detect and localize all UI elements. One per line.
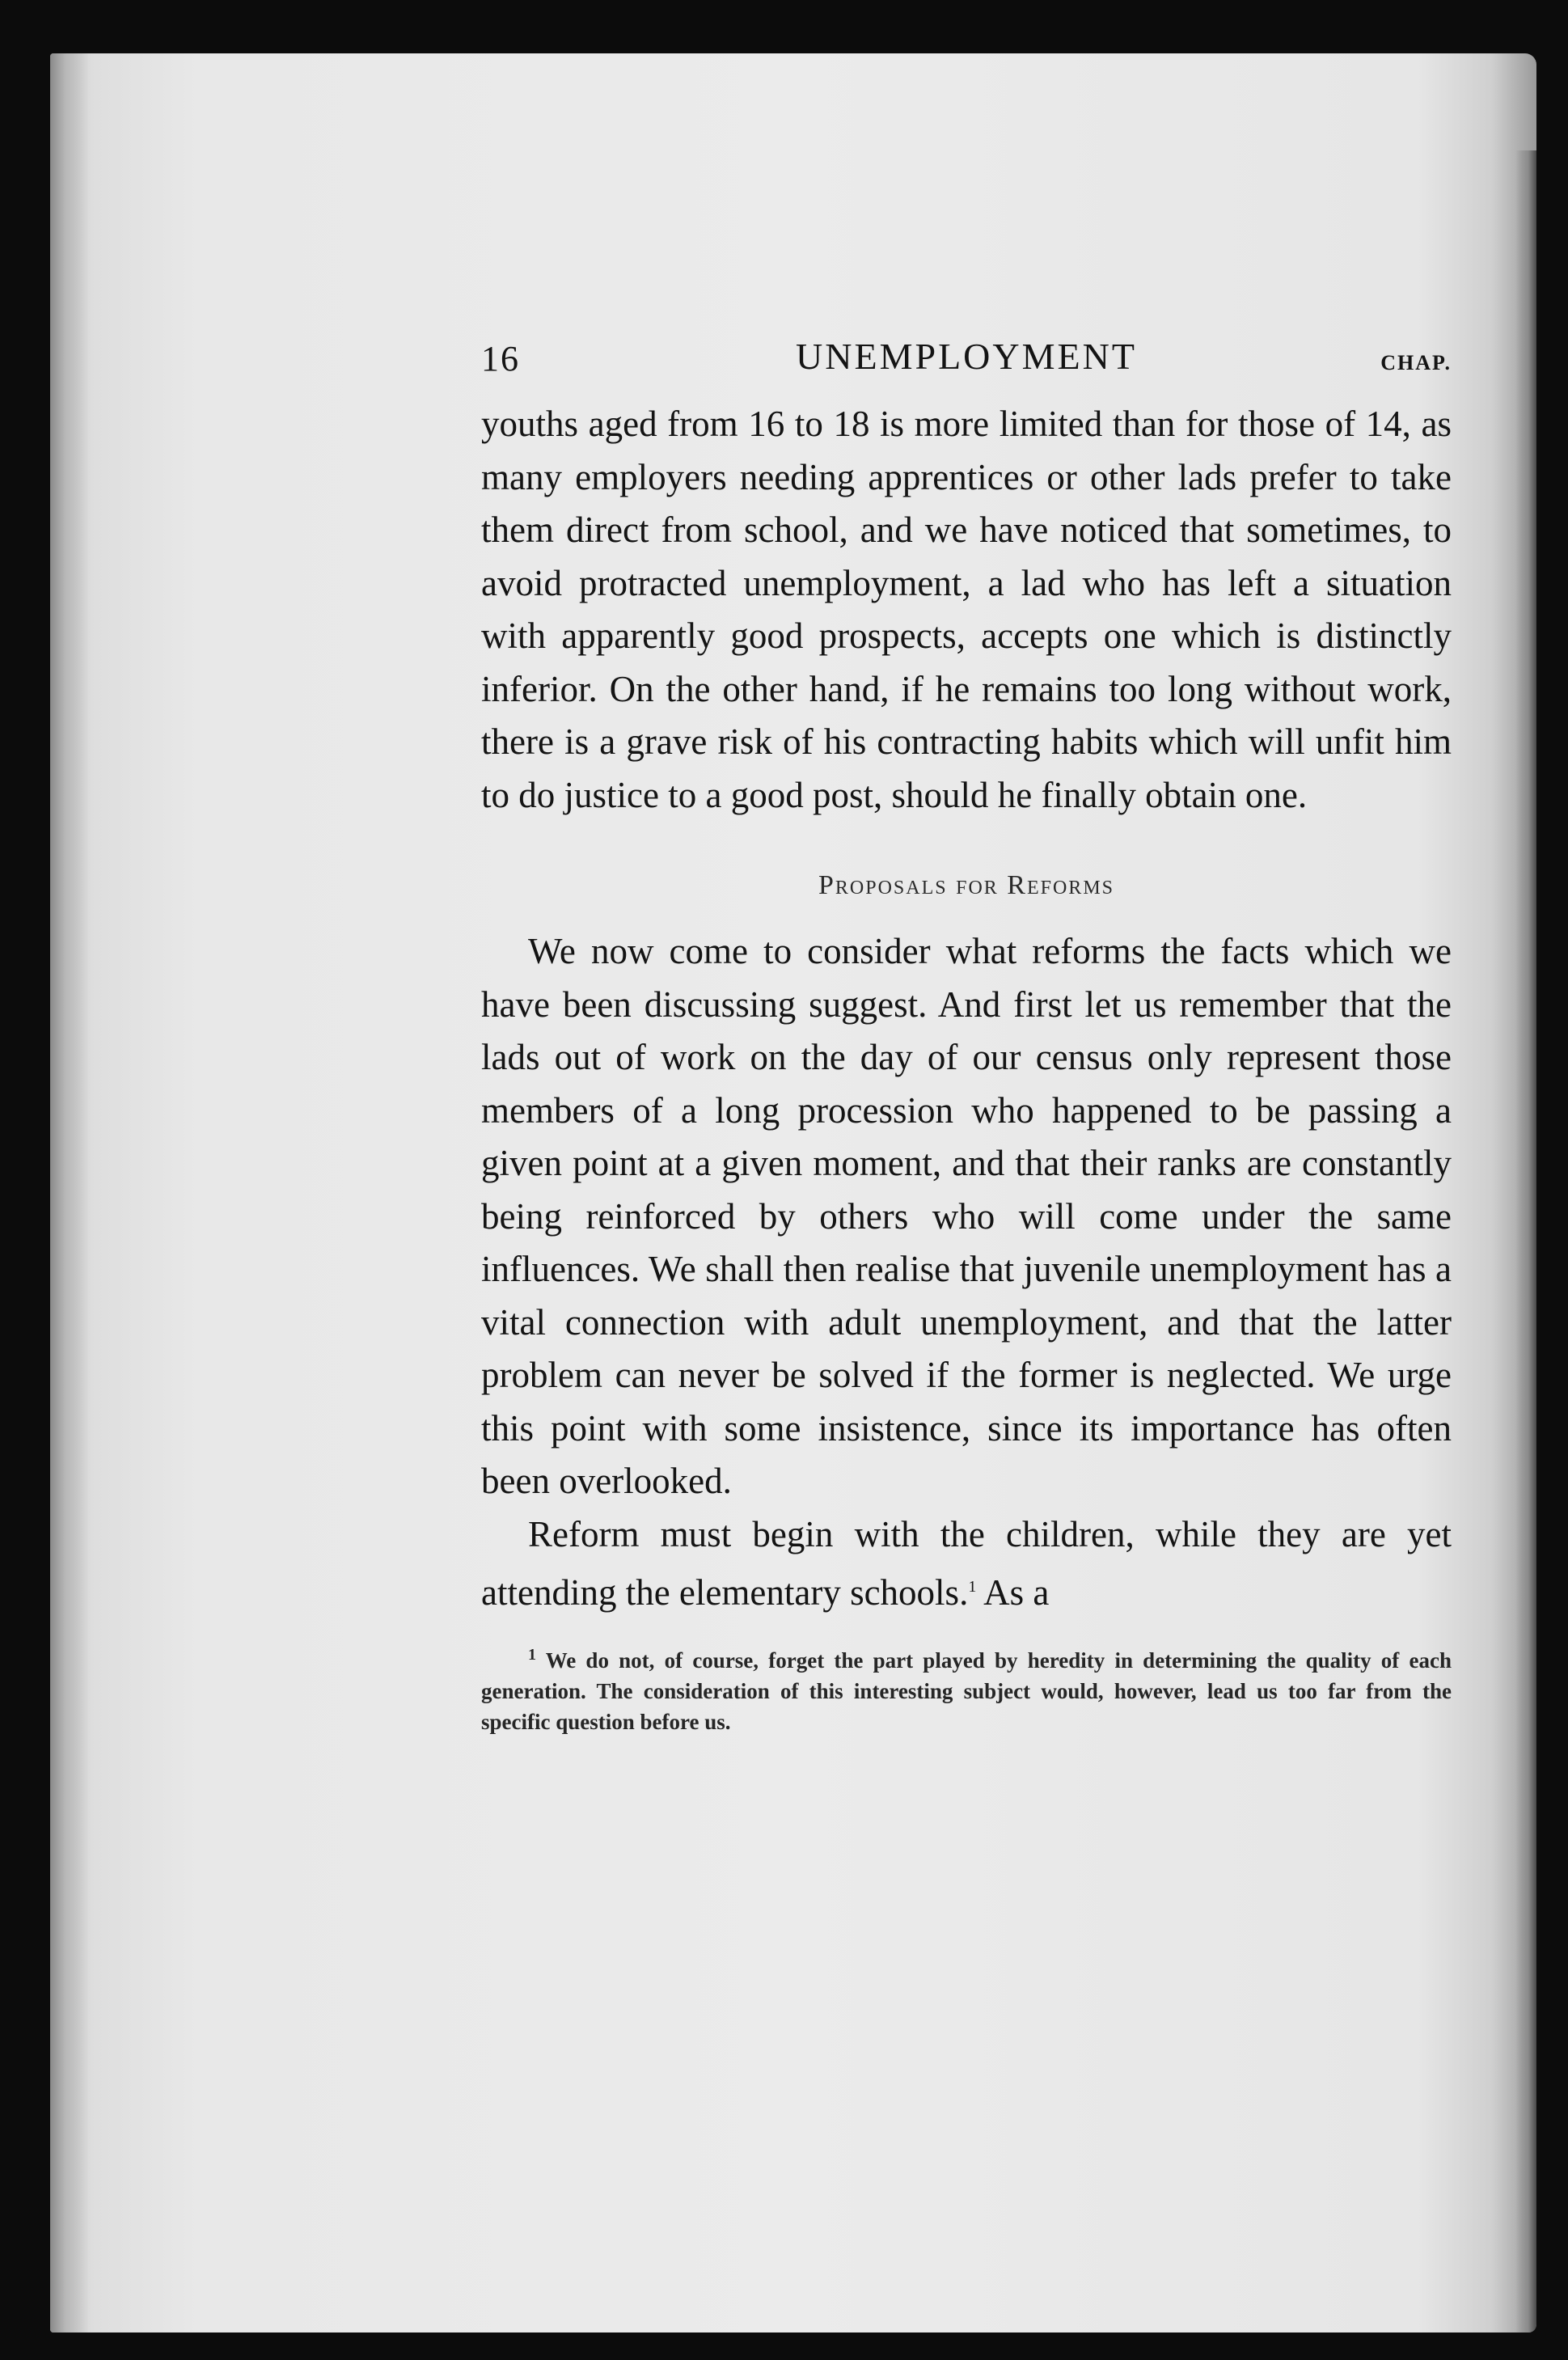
section-heading: Proposals for Reforms: [818, 870, 1115, 900]
paragraph-continuation: youths aged from 16 to 18 is more limited than for those of 14, as many employers needing apprentices or other lads prefer to take them direct from school, and we have noticed that sometimes, to avoid protracted unemployment, a lad who has left a situation with apparently good prospects, accepts one which is distinctly inferior. On the other hand, if he remains too long without work, there is a grave risk of his contracting habits which will unfit him to do justice to a good post, should he finally obtain one.: [481, 404, 1452, 815]
paragraph-reform-children-end: As a: [976, 1572, 1050, 1613]
footnote-text: We do not, of course, forget the part played by heredity in determining the quality of each generation. The consideration of this interesting subject would, however, lead us too far from the specific question before us.: [481, 1647, 1452, 1734]
footnote-mark: 1: [528, 1645, 536, 1664]
footnote: [481, 1639, 1452, 1737]
footnote-reference[interactable]: 1: [968, 1578, 977, 1596]
chapter-mark: CHAP.: [1380, 351, 1452, 374]
book-page: [50, 53, 1536, 2333]
page-number: 16: [481, 339, 520, 379]
paragraph-reform-children: [481, 1508, 1452, 1620]
paragraph-reforms-intro: We now come to consider what reforms the facts which we have been discussing suggest. And first let us remember that the lads out of work on the day of our census only represent those members of a long procession who happened to be passing a given point at a given moment, and that their ranks are constantly being reinforced by others who will come under the same influences. We shall then realise that juvenile unemployment has a vital connection with adult unemployment, and that the latter problem can never be solved if the former is neglected. We urge this point with some insistence, since its importance has often been overlooked.: [481, 931, 1452, 1501]
running-title: UNEMPLOYMENT: [796, 336, 1137, 377]
running-head: [481, 320, 1452, 385]
paragraph-reform-children-text: Reform must begin with the children, while they are yet attending the elementary schools.: [481, 1513, 1452, 1613]
text-block: [481, 320, 1452, 1737]
